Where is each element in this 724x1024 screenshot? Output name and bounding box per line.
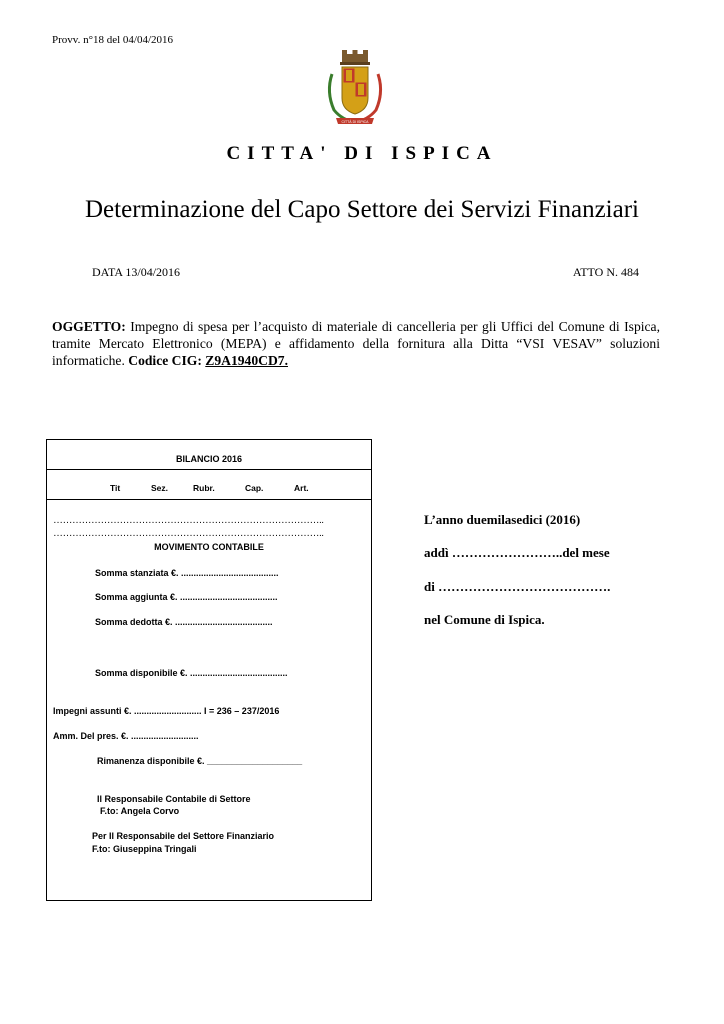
amm-del-pres: Amm. Del pres. €. ........................... <box>53 731 199 741</box>
subject-paragraph <box>52 318 660 369</box>
allocated-sum: Somma stanziata €. ....................................... <box>95 568 279 578</box>
budget-heading: BILANCIO 2016 <box>47 440 371 470</box>
cig-label: Codice CIG: <box>128 353 206 368</box>
added-sum: Somma aggiunta €. ....................................... <box>95 592 278 602</box>
act-number: ATTO N. 484 <box>572 265 639 279</box>
month-line: di …………………………………. <box>424 579 611 594</box>
protocol-reference: Provv. n°18 del 04/04/2016 <box>52 34 174 46</box>
column-tit: Tit <box>110 483 121 493</box>
column-sez: Sez. <box>151 483 169 493</box>
dotted-line: ………………………………………………………………………….. <box>53 515 324 526</box>
budget-box <box>46 439 372 901</box>
subject-label: OGGETTO: <box>52 319 126 334</box>
movement-heading: MOVIMENTO CONTABILE <box>154 542 264 552</box>
city-name: CITTA' DI ISPICA <box>226 143 498 164</box>
place-line: nel Comune di Ispica. <box>424 612 545 627</box>
accounting-signature: F.to: Angela Corvo <box>100 806 180 816</box>
financial-signature: F.to: Giuseppina Tringali <box>92 844 197 854</box>
available-sum: Somma disponibile €. ....................................... <box>95 668 288 678</box>
accounting-manager: Il Responsabile Contabile di Settore <box>97 794 251 804</box>
year-line: L’anno duemilasedici (2016) <box>424 512 581 527</box>
column-art: Art. <box>294 483 309 493</box>
cig-value: Z9A1940CD7. <box>205 353 288 368</box>
commitments: Impegni assunti €. ........................... I = 236 – 237/2016 <box>53 706 280 716</box>
day-line: addì ……………………..del mese <box>424 545 610 560</box>
city-crest-icon <box>322 48 388 132</box>
financial-manager: Per Il Responsabile del Settore Finanziario <box>92 831 275 841</box>
page-title: Determinazione del Capo Settore dei Servizi Finanziari <box>85 196 639 223</box>
document-date: DATA 13/04/2016 <box>92 265 181 279</box>
deducted-sum: Somma dedotta €. ....................................... <box>95 617 273 627</box>
crest-motto: CITTÀ DI ISPICA <box>341 120 369 124</box>
subject-text: Impegno di spesa per l’acquisto di materiale di cancelleria per gli Uffici del Comune di Ispica, tramite Mercato Elettronico (MEPA) e affidamento della fornitura alla Ditta “VSI VESAV” soluzioni informatiche. <box>52 319 660 368</box>
remaining-available: Rimanenza disponibile €. ___________________ <box>97 756 303 766</box>
dotted-line: ………………………………………………………………………….. <box>53 528 324 539</box>
column-rubr: Rubr. <box>193 483 215 493</box>
budget-columns <box>47 470 371 500</box>
column-cap: Cap. <box>245 483 264 493</box>
